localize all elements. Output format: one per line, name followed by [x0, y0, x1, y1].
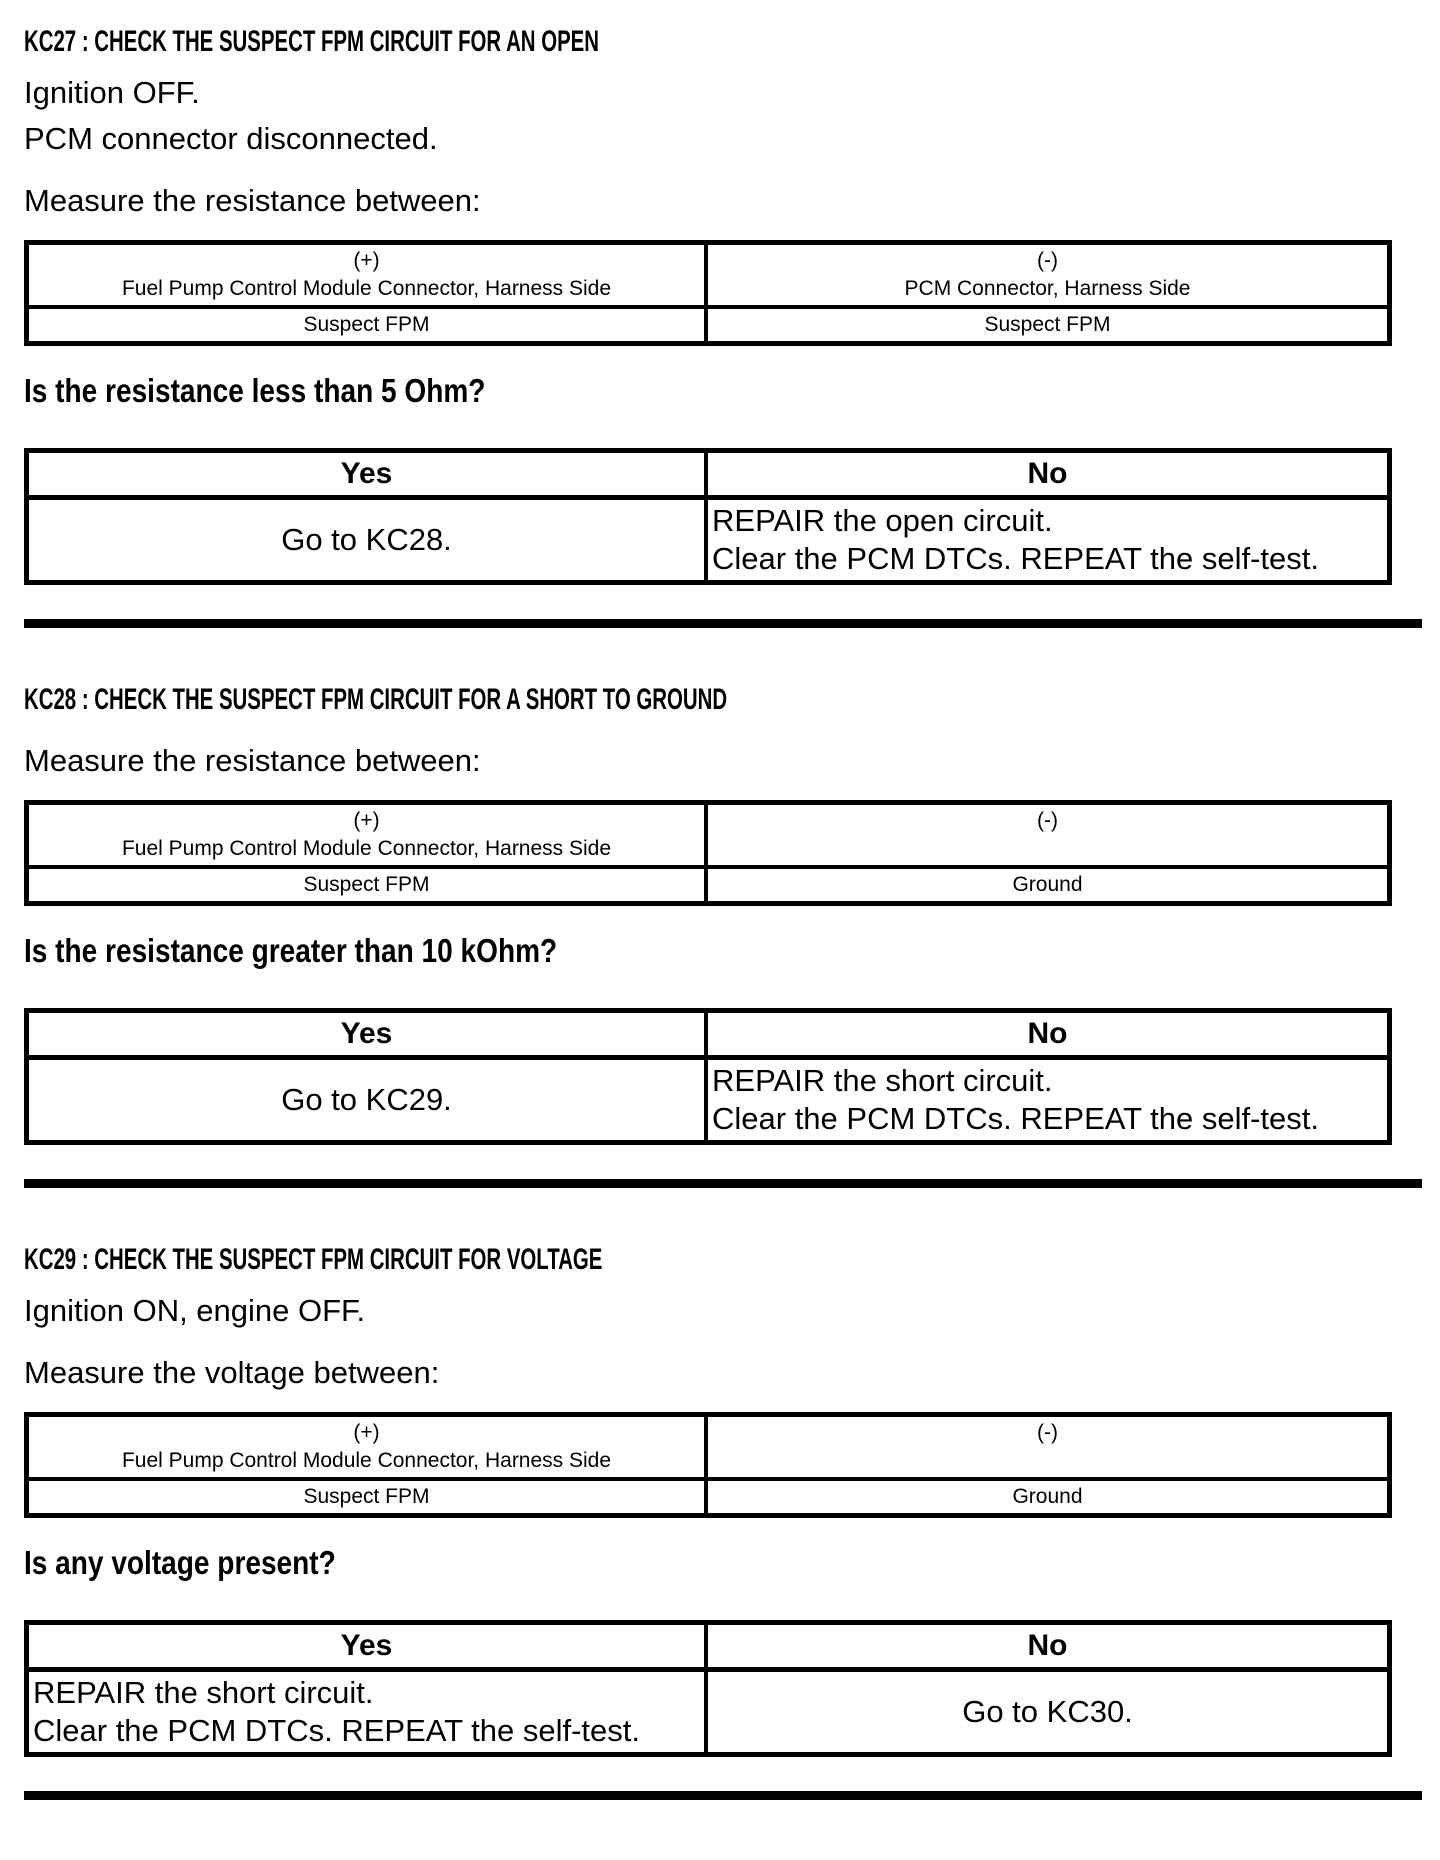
- plus-sign: (+): [353, 249, 380, 272]
- minus-pin-cell: Suspect FPM: [984, 313, 1111, 336]
- section-title-text: KC28 : CHECK THE SUSPECT FPM CIRCUIT FOR A SHORT TO GROUND: [24, 683, 728, 716]
- decision-header-row: [29, 1625, 1387, 1672]
- plus-sign: (+): [353, 1421, 380, 1444]
- measurement-table: [24, 240, 1392, 346]
- plus-sign: (+): [353, 809, 380, 832]
- yes-action-cell: [29, 500, 708, 580]
- plus-connector: Fuel Pump Control Module Connector, Harness Side: [121, 277, 612, 300]
- precondition-line: Ignition ON, engine OFF.: [24, 1293, 366, 1328]
- measurement-header-row: [29, 245, 1387, 309]
- minus-terminal-cell: [708, 245, 1387, 305]
- plus-pin-cell: Suspect FPM: [29, 1481, 708, 1513]
- measurement-table: [24, 1412, 1392, 1518]
- measure-label: Measure the voltage between:: [24, 1355, 440, 1390]
- yes-action-line: Go to KC28.: [281, 522, 452, 557]
- decision-header-row: [29, 1013, 1387, 1060]
- minus-sign: (-): [1037, 1421, 1058, 1444]
- question-line: [24, 1546, 1416, 1580]
- plus-connector: Fuel Pump Control Module Connector, Harness Side: [121, 1449, 612, 1472]
- minus-pin-cell: Ground: [1012, 873, 1083, 896]
- plus-connector: Fuel Pump Control Module Connector, Harness Side: [121, 837, 612, 860]
- no-action-cell: [708, 1060, 1387, 1140]
- plus-pin-cell: Suspect FPM: [29, 309, 708, 341]
- measure-label: Measure the resistance between:: [24, 183, 481, 218]
- measurement-table: [24, 800, 1392, 906]
- no-action-line: Clear the PCM DTCs. REPEAT the self-test.: [712, 541, 1319, 576]
- measurement-value-row: [29, 869, 1387, 901]
- no-action-line: Go to KC30.: [962, 1694, 1133, 1729]
- no-header: No: [1027, 1629, 1068, 1662]
- minus-pin-cell: Ground: [1012, 1485, 1083, 1508]
- precondition-line: PCM connector disconnected.: [24, 121, 438, 156]
- section-kc28: [24, 684, 1416, 1188]
- question-text: Is the resistance greater than 10 kOhm?: [24, 932, 558, 969]
- yes-action-cell: [29, 1672, 708, 1752]
- no-action-line: REPAIR the open circuit.: [712, 503, 1053, 538]
- no-header: No: [1027, 1017, 1068, 1050]
- plus-terminal-cell: [29, 1417, 708, 1477]
- section-kc27: [24, 26, 1416, 628]
- no-action-cell: [708, 500, 1387, 580]
- section-title-text: KC29 : CHECK THE SUSPECT FPM CIRCUIT FOR VOLTAGE: [24, 1243, 603, 1276]
- minus-terminal-cell: [708, 1417, 1387, 1477]
- no-action-line: Clear the PCM DTCs. REPEAT the self-test.: [712, 1101, 1319, 1136]
- plus-terminal-cell: [29, 805, 708, 865]
- no-action-cell: [708, 1672, 1387, 1752]
- section-title: [24, 26, 1416, 58]
- section-divider: [24, 619, 1422, 628]
- measurement-header-row: [29, 1417, 1387, 1481]
- yes-action-line: Clear the PCM DTCs. REPEAT the self-test.: [33, 1713, 640, 1748]
- section-divider: [24, 1179, 1422, 1188]
- section-title: [24, 684, 1416, 716]
- decision-body-row: [29, 1672, 1387, 1752]
- minus-sign: (-): [1037, 249, 1058, 272]
- section-title-text: KC27 : CHECK THE SUSPECT FPM CIRCUIT FOR AN OPEN: [24, 25, 600, 58]
- decision-body-row: [29, 500, 1387, 580]
- precondition-line: Ignition OFF.: [24, 75, 200, 110]
- decision-header-row: [29, 453, 1387, 500]
- no-action-line: REPAIR the short circuit.: [712, 1063, 1053, 1098]
- section-divider: [24, 1791, 1422, 1800]
- yes-action-line: REPAIR the short circuit.: [33, 1675, 374, 1710]
- yes-action-line: Go to KC29.: [281, 1082, 452, 1117]
- question-line: [24, 374, 1416, 408]
- measurement-value-row: [29, 309, 1387, 341]
- question-text: Is the resistance less than 5 Ohm?: [24, 372, 486, 409]
- plus-terminal-cell: [29, 245, 708, 305]
- measurement-header-row: [29, 805, 1387, 869]
- decision-table: [24, 1008, 1392, 1145]
- question-line: [24, 934, 1416, 968]
- minus-sign: (-): [1037, 809, 1058, 832]
- question-text: Is any voltage present?: [24, 1544, 336, 1581]
- section-title: [24, 1244, 1416, 1276]
- decision-table: [24, 448, 1392, 585]
- plus-pin-cell: Suspect FPM: [29, 869, 708, 901]
- measurement-value-row: [29, 1481, 1387, 1513]
- yes-header: Yes: [29, 1625, 708, 1667]
- minus-terminal-cell: [708, 805, 1387, 865]
- section-kc29: [24, 1244, 1416, 1800]
- yes-action-cell: [29, 1060, 708, 1140]
- measure-label: Measure the resistance between:: [24, 743, 481, 778]
- minus-connector: PCM Connector, Harness Side: [904, 277, 1191, 300]
- yes-header: Yes: [29, 453, 708, 495]
- no-header: No: [1027, 457, 1068, 490]
- decision-body-row: [29, 1060, 1387, 1140]
- yes-header: Yes: [29, 1013, 708, 1055]
- decision-table: [24, 1620, 1392, 1757]
